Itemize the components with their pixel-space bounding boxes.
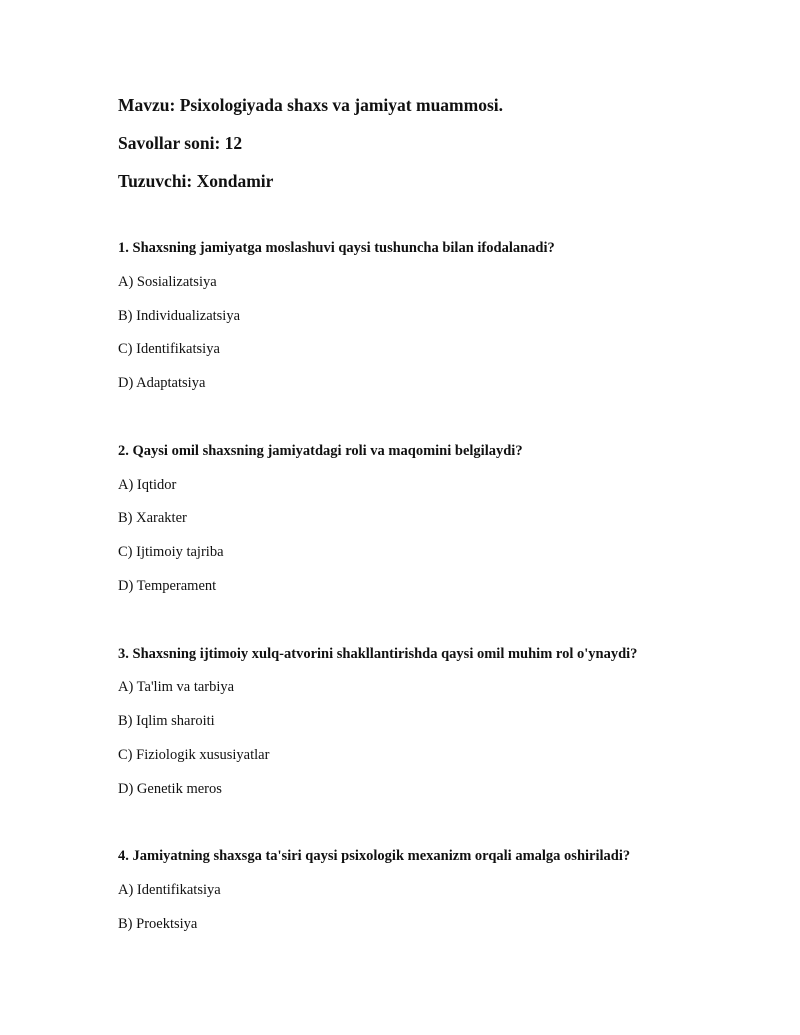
q3-option-d: D) Genetik meros bbox=[118, 781, 222, 797]
q2-option-b: B) Xarakter bbox=[118, 510, 187, 526]
question-2: 2. Qaysi omil shaxsning jamiyatdagi roli va maqomini belgilaydi? bbox=[118, 443, 523, 459]
q4-option-b: B) Proektsiya bbox=[118, 916, 198, 932]
q1-option-a: A) Sosializatsiya bbox=[118, 274, 217, 290]
question-count: Savollar soni: 12 bbox=[118, 133, 243, 153]
q2-option-c: C) Ijtimoiy tajriba bbox=[118, 544, 224, 560]
q3-option-a: A) Ta'lim va tarbiya bbox=[118, 679, 235, 695]
q1-option-d: D) Adaptatsiya bbox=[118, 375, 206, 391]
question-1: 1. Shaxsning jamiyatga moslashuvi qaysi tushuncha bilan ifodalanadi? bbox=[118, 240, 555, 256]
q2-option-a: A) Iqtidor bbox=[118, 477, 177, 493]
q3-option-b: B) Iqlim sharoiti bbox=[118, 713, 215, 729]
question-3: 3. Shaxsning ijtimoiy xulq-atvorini shakllantirishda qaysi omil muhim rol o'ynaydi? bbox=[118, 646, 638, 662]
q3-option-c: C) Fiziologik xususiyatlar bbox=[118, 747, 270, 763]
question-4: 4. Jamiyatning shaxsga ta'siri qaysi psixologik mexanizm orqali amalga oshiriladi? bbox=[118, 848, 631, 864]
q2-option-d: D) Temperament bbox=[118, 578, 217, 594]
q4-option-a: A) Identifikatsiya bbox=[118, 882, 221, 898]
author: Tuzuvchi: Xondamir bbox=[118, 171, 274, 191]
q1-option-c: C) Identifikatsiya bbox=[118, 341, 220, 357]
q1-option-b: B) Individualizatsiya bbox=[118, 308, 241, 324]
topic-title: Mavzu: Psixologiyada shaxs va jamiyat muammosi. bbox=[118, 95, 503, 115]
